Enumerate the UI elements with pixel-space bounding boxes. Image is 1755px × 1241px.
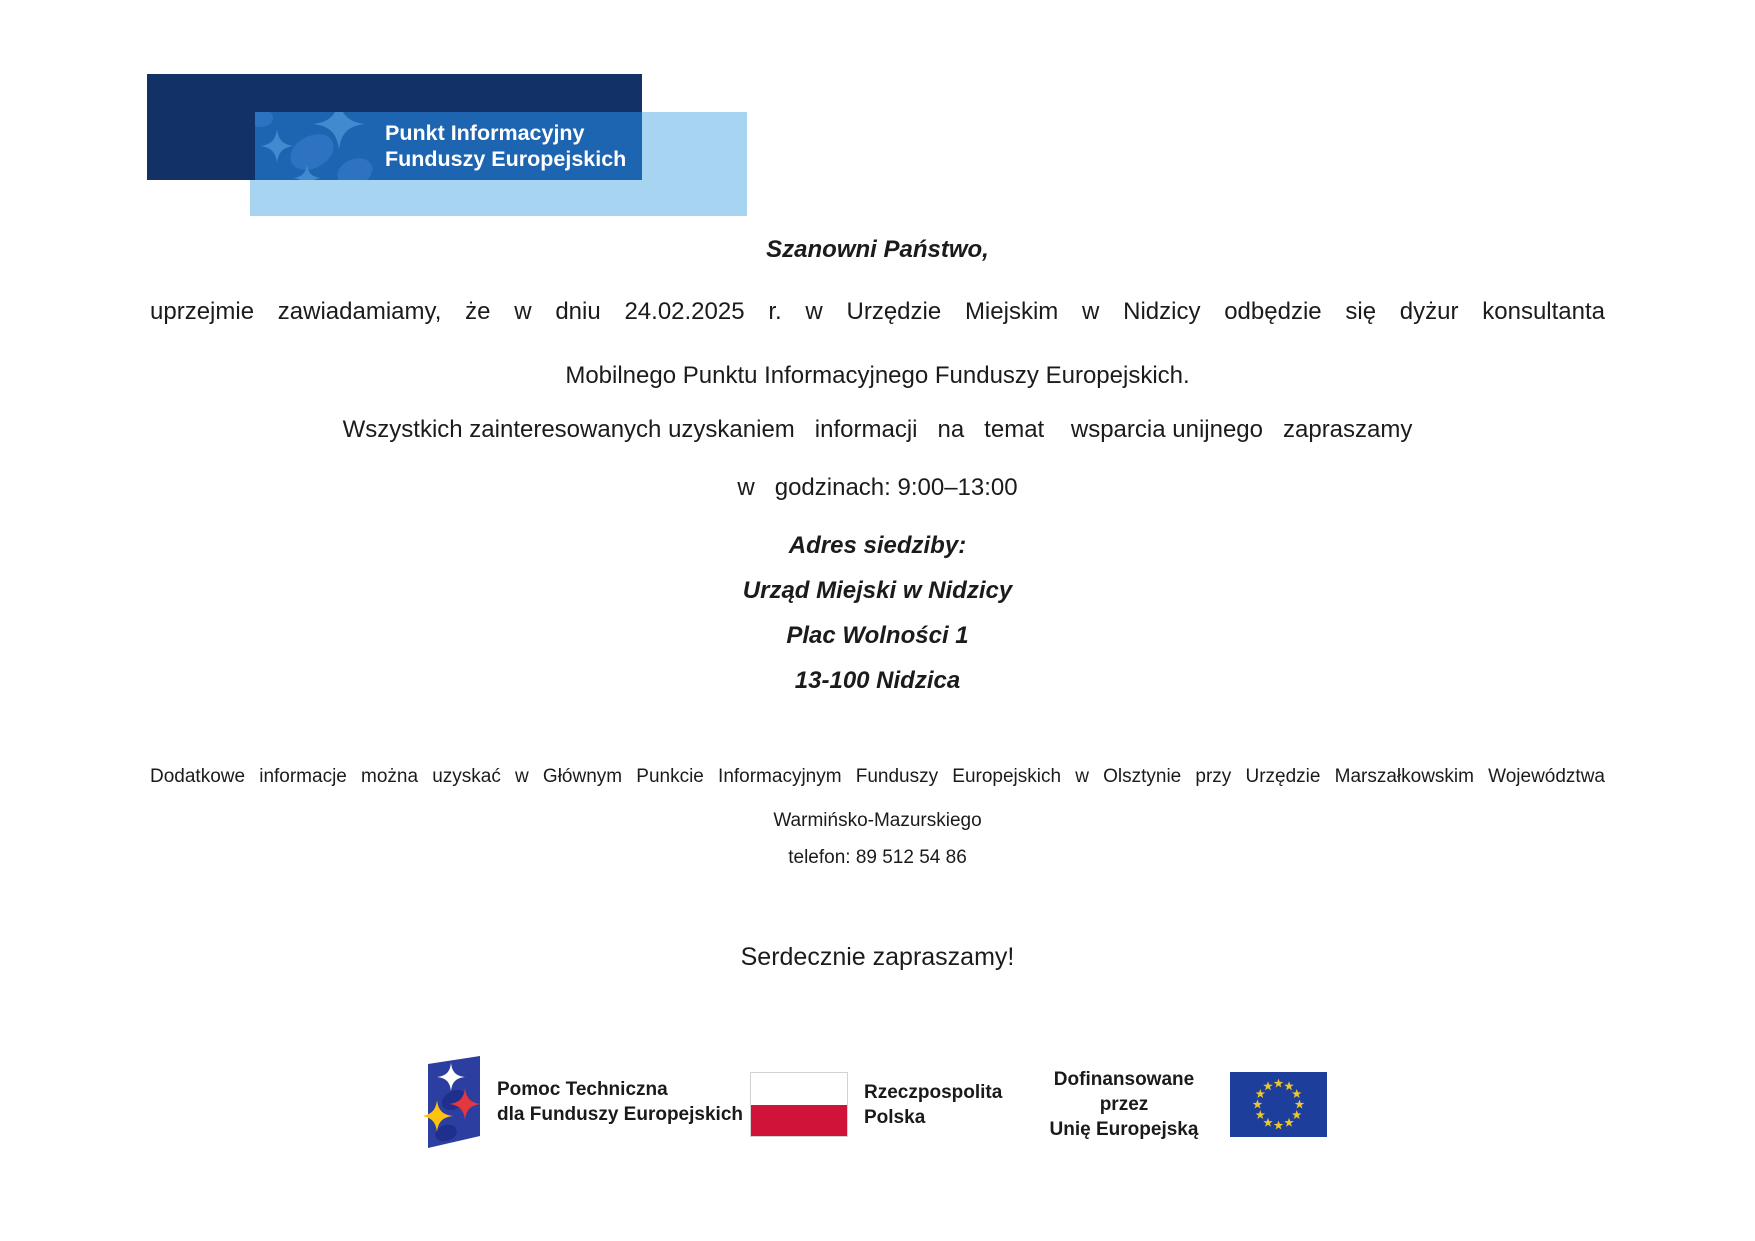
poland-flag-icon [750, 1072, 848, 1137]
technical-assistance-logo [424, 1056, 743, 1148]
poland-label-line2: Polska [864, 1106, 926, 1128]
funds-info-point-logo [255, 112, 642, 180]
closing-line: Serdecznie zapraszamy! [740, 943, 1015, 971]
funds-flag-icon [424, 1056, 481, 1148]
republic-of-poland-logo [750, 1072, 1002, 1137]
technical-assistance-line1: Pomoc Techniczna [497, 1079, 668, 1100]
fe-stars-decoration-icon [255, 112, 379, 180]
eu-flag-icon [1230, 1072, 1327, 1137]
body-line-2: Mobilnego Punktu Informacyjnego Funduszy Europejskich. [565, 362, 1190, 389]
body-line-3: Wszystkich zainteresowanych uzyskaniem informacji na temat wsparcia unijnego zapraszamy [342, 416, 1413, 443]
body-line-1: uprzejmie zawiadamiamy, że w dniu 24.02.2025 r. w Urzędzie Miejskim w Nidzicy odbędzie się dyżur konsultanta [150, 298, 1605, 325]
address-heading: Adres siedziby: [788, 532, 967, 559]
logo-title [379, 120, 626, 172]
poland-label [864, 1080, 1002, 1130]
eu-cofunded-line2: Unię Europejską [1049, 1119, 1199, 1140]
logo-title-line2: Funduszy Europejskich [385, 147, 627, 171]
address-line-1: Urząd Miejski w Nidzicy [742, 577, 1013, 604]
body-line-4: w godzinach: 9:00–13:00 [737, 474, 1018, 501]
info-line-3: telefon: 89 512 54 86 [788, 847, 967, 868]
salutation: Szanowni Państwo, [766, 236, 989, 263]
technical-assistance-label [497, 1077, 743, 1127]
technical-assistance-line2: dla Funduszy Europejskich [497, 1104, 743, 1125]
eu-cofunded-label [1032, 1067, 1216, 1142]
eu-cofunded-line1: Dofinansowane przez [1053, 1069, 1195, 1115]
eu-cofunded-logo [1032, 1069, 1327, 1140]
address-line-3: 13-100 Nidzica [794, 667, 961, 694]
info-line-2: Warmińsko-Mazurskiego [773, 810, 982, 831]
poland-label-line1: Rzeczpospolita [864, 1081, 1003, 1103]
info-line-1: Dodatkowe informacje można uzyskać w Głównym Punkcie Informacyjnym Funduszy Europejskich w Olsztynie przy Urzędzie Marszałkowskim Województwa [150, 766, 1605, 787]
address-line-2: Plac Wolności 1 [786, 622, 969, 649]
logo-title-line1: Punkt Informacyjny [385, 121, 585, 145]
